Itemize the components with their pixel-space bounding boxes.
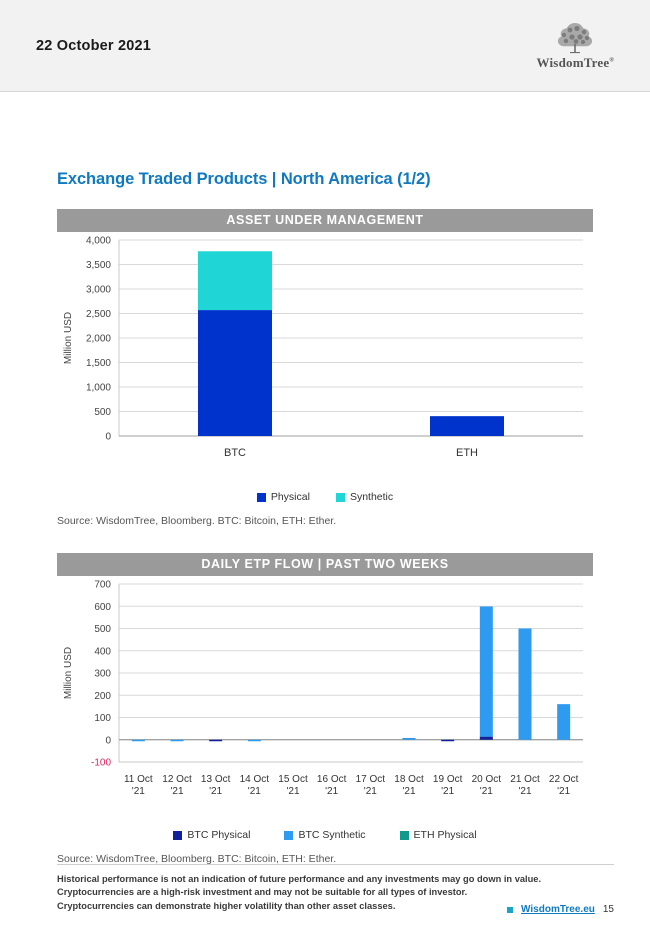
- svg-text:14 Oct: 14 Oct: [239, 774, 270, 785]
- aum-source-note: Source: WisdomTree, Bloomberg. BTC: Bitcoin, ETH: Ether.: [57, 515, 337, 527]
- header-date: 22 October 2021: [36, 37, 152, 54]
- svg-text:1,500: 1,500: [85, 358, 111, 369]
- flow-source-note: Source: WisdomTree, Bloomberg. BTC: Bitcoin, ETH: Ether.: [57, 853, 337, 865]
- logo-wordmark: WisdomTree®: [536, 55, 614, 70]
- legend-label-btc-synthetic: BTC Synthetic: [298, 829, 366, 841]
- legend-swatch-physical: [257, 493, 266, 502]
- wisdomtree-logo: [537, 20, 614, 71]
- svg-text:'21: '21: [170, 786, 184, 797]
- svg-text:'21: '21: [131, 786, 145, 797]
- svg-text:21 Oct: 21 Oct: [510, 774, 540, 785]
- disclaimer-line-3: Cryptocurrencies can demonstrate higher volatility than other asset classes.: [57, 900, 396, 911]
- svg-text:2,500: 2,500: [85, 309, 111, 320]
- svg-text:'21: '21: [479, 786, 493, 797]
- page-body: [0, 170, 650, 865]
- svg-text:'21: '21: [286, 786, 300, 797]
- svg-text:'21: '21: [363, 786, 377, 797]
- disclaimer-line-2: Cryptocurrencies are a high-risk investment and may not be suitable for all types of investor.: [57, 887, 468, 898]
- legend-item-physical: [257, 491, 310, 503]
- svg-text:19 Oct: 19 Oct: [432, 774, 463, 785]
- legend-swatch-synthetic: [336, 493, 345, 502]
- svg-text:'21: '21: [325, 786, 339, 797]
- legend-label-eth-physical: ETH Physical: [413, 829, 477, 841]
- svg-text:18 Oct: 18 Oct: [394, 774, 424, 785]
- svg-text:'21: '21: [557, 786, 571, 797]
- legend-swatch-eth-physical: [400, 831, 409, 840]
- svg-text:16 Oct: 16 Oct: [316, 774, 347, 785]
- legend-item-btc-physical: [173, 829, 250, 841]
- legend-label-synthetic: Synthetic: [349, 491, 394, 503]
- legend-item-eth-physical: [400, 829, 477, 841]
- tree-logo-icon: [546, 20, 604, 54]
- legend-swatch-btc-physical: [173, 831, 182, 840]
- svg-text:Million USD: Million USD: [63, 311, 74, 365]
- disclaimer-block: [57, 864, 614, 913]
- legend-label-physical: Physical: [270, 491, 310, 503]
- svg-text:300: 300: [94, 668, 111, 680]
- svg-text:15 Oct: 15 Oct: [278, 774, 308, 785]
- svg-text:BTC: BTC: [224, 447, 246, 459]
- svg-text:22 Oct: 22 Oct: [548, 774, 579, 785]
- svg-text:0: 0: [105, 735, 111, 747]
- legend-label-btc-physical: BTC Physical: [187, 829, 251, 841]
- svg-text:'21: '21: [441, 786, 455, 797]
- flow-chart-svg: [57, 576, 593, 818]
- aum-chart-svg: [57, 232, 593, 480]
- legend-item-synthetic: [336, 491, 393, 503]
- flow-chart: [57, 576, 593, 823]
- svg-text:500: 500: [94, 624, 111, 635]
- footer-website-link[interactable]: WisdomTree.eu: [521, 904, 595, 915]
- aum-chart: [57, 232, 593, 485]
- svg-text:Million USD: Million USD: [63, 646, 74, 700]
- svg-text:'21: '21: [247, 786, 261, 797]
- svg-text:0: 0: [105, 431, 111, 443]
- svg-text:12 Oct: 12 Oct: [162, 774, 192, 785]
- aum-chart-block: [57, 209, 593, 527]
- footer-dot-icon: [507, 907, 513, 913]
- svg-text:3,000: 3,000: [85, 284, 111, 296]
- flow-chart-block: [57, 553, 593, 865]
- page-header: [0, 0, 650, 92]
- svg-text:2,000: 2,000: [85, 333, 111, 345]
- aum-legend: [57, 491, 593, 503]
- legend-item-btc-synthetic: [284, 829, 365, 841]
- svg-text:20 Oct: 20 Oct: [471, 774, 502, 785]
- svg-text:17 Oct: 17 Oct: [355, 774, 386, 785]
- flow-legend: [57, 829, 593, 841]
- footer-page-number: 15: [602, 904, 614, 915]
- svg-text:400: 400: [94, 646, 111, 658]
- disclaimer-line-1: Historical performance is not an indication of future performance and any investments may go down in value.: [57, 873, 542, 884]
- svg-text:3,500: 3,500: [85, 260, 111, 271]
- svg-text:700: 700: [94, 579, 111, 591]
- flow-section-band: DAILY ETP FLOW | PAST TWO WEEKS: [57, 553, 593, 576]
- legend-swatch-btc-synthetic: [284, 831, 293, 840]
- svg-text:'21: '21: [518, 786, 532, 797]
- svg-text:11 Oct: 11 Oct: [123, 774, 153, 785]
- svg-text:-100: -100: [90, 757, 111, 769]
- svg-text:'21: '21: [402, 786, 416, 797]
- svg-text:1,000: 1,000: [85, 382, 111, 394]
- logo-wordmark-text: WisdomTree: [536, 55, 610, 70]
- svg-text:600: 600: [94, 601, 111, 613]
- svg-text:'21: '21: [209, 786, 223, 797]
- svg-text:100: 100: [94, 713, 111, 724]
- svg-text:200: 200: [94, 690, 111, 702]
- svg-text:13 Oct: 13 Oct: [200, 774, 231, 785]
- footer-right: [507, 904, 614, 915]
- svg-text:500: 500: [94, 407, 111, 418]
- svg-text:ETH: ETH: [456, 447, 478, 459]
- page-title: Exchange Traded Products | North America (1/2): [57, 170, 431, 188]
- disclaimer-divider: [57, 864, 614, 865]
- aum-section-band: ASSET UNDER MANAGEMENT: [57, 209, 593, 232]
- svg-text:4,000: 4,000: [85, 235, 111, 247]
